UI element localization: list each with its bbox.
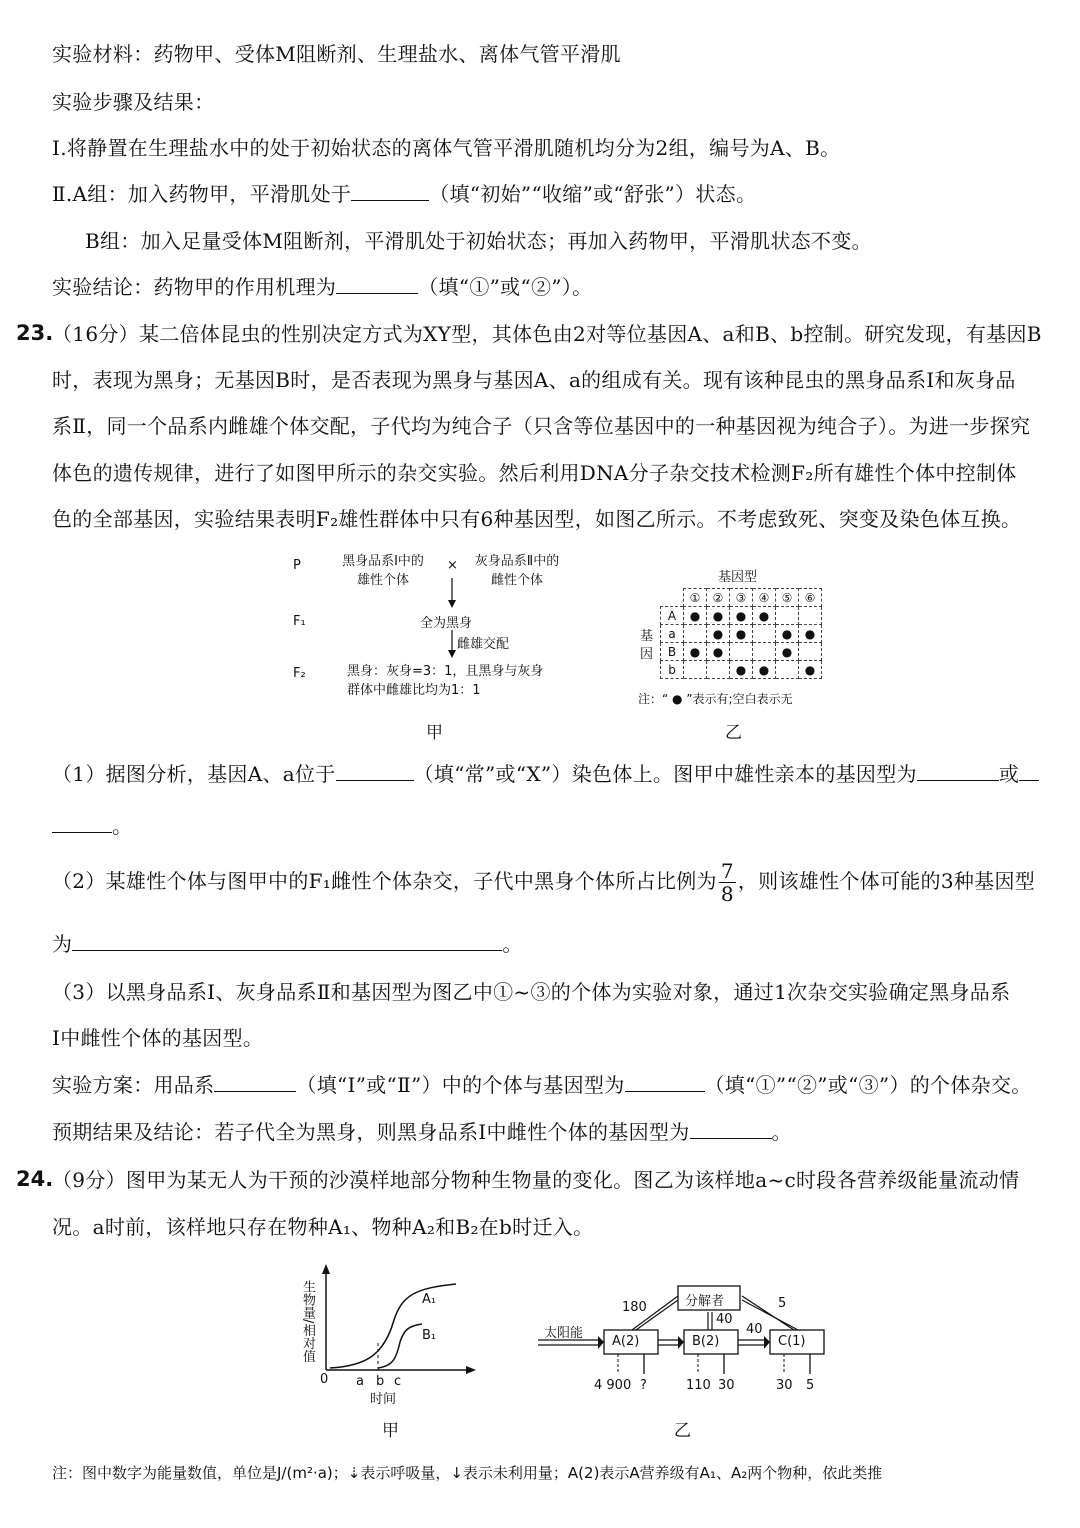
gene-label: a <box>661 625 684 643</box>
genotype-row <box>661 625 822 643</box>
side-2: 因 <box>640 647 654 662</box>
footnote: 注：图中数字为能量数值，单位是J/(m²·a)；⇣表示呼吸量，↓表示未利用量；A(2)表示A营养级有A₁、A₂两个物种，依此类推 <box>52 1464 883 1482</box>
gene-present-dot: ● <box>753 607 776 625</box>
f1-label: F₁ <box>293 614 306 629</box>
node-b: B(2) <box>692 1334 720 1349</box>
q23-stem-3: 系Ⅱ，同一个品系内雌雄个体交配，子代均为纯合子（只含等位基因中的一种基因视为纯合子）。为进一步探究 <box>52 414 1031 438</box>
plan-pre: 实验方案：用品系 <box>52 1073 215 1097</box>
gene-present-dot: ● <box>684 643 707 661</box>
answer-blank[interactable] <box>351 180 429 201</box>
answer-blank[interactable] <box>625 1071 705 1092</box>
out-b-unused: 30 <box>718 1378 735 1393</box>
f2-text <box>347 660 543 698</box>
flow-b-c: 40 <box>746 1322 763 1337</box>
gene-absent-cell <box>684 661 707 679</box>
side-1: 基 <box>640 629 654 644</box>
conclusion-pre: 实验结论：药物甲的作用机理为 <box>52 275 337 299</box>
gene-label: A <box>661 607 684 625</box>
answer-blank[interactable] <box>52 812 112 833</box>
origin-label: 0 <box>320 1372 329 1387</box>
answer-blank[interactable] <box>917 760 999 781</box>
q23-part2-cont <box>52 930 523 958</box>
p-left-1: 黑身品系Ⅰ中的 <box>342 554 424 569</box>
out-c-resp: 30 <box>776 1378 793 1393</box>
fig-yi-caption: 乙 <box>725 723 742 743</box>
step-2a <box>52 180 756 208</box>
q23-part1-cont <box>52 812 132 840</box>
result-pre: 预期结果及结论：若子代全为黑身，则黑身品系Ⅰ中雌性个体的基因型为 <box>52 1120 690 1144</box>
step-1: Ⅰ.将静置在生理盐水中的处于初始状态的离体气管平滑肌随机均分为2组，编号为A、B。 <box>52 136 841 160</box>
step-2b: B组：加入足量受体M阻断剂，平滑肌处于初始状态；再加入药物甲，平滑肌状态不变。 <box>85 229 872 253</box>
step-2a-pre: Ⅱ.A组：加入药物甲，平滑肌处于 <box>52 182 352 206</box>
q24-fig-yi-caption: 乙 <box>674 1421 691 1441</box>
y-axis-label: 生物量/相对值 <box>300 1280 315 1363</box>
conclusion-post: （填“①”或“②”）。 <box>418 275 593 299</box>
gene-absent-cell <box>684 625 707 643</box>
gene-present-dot: ● <box>707 607 730 625</box>
step-2a-post: （填“初始”“收缩”或“舒张”）状态。 <box>429 182 757 206</box>
gene-present-dot: ● <box>799 661 822 679</box>
curve-b1-label: B₁ <box>422 1328 437 1343</box>
answer-blank[interactable] <box>690 1118 772 1139</box>
q23-result <box>52 1118 792 1146</box>
flow-c-decomp: 5 <box>778 1296 787 1311</box>
q23-part3-2: Ⅰ中雌性个体的基因型。 <box>52 1026 264 1050</box>
q23-part1 <box>52 760 1039 788</box>
plan-mid: （填“Ⅰ”或“Ⅱ”）中的个体与基因型为 <box>296 1073 625 1097</box>
f1-text: 全为黑身 <box>420 616 473 631</box>
q24-fig-jia-caption: 甲 <box>382 1421 399 1441</box>
out-c-unused: 5 <box>806 1378 815 1393</box>
genotype-table <box>660 588 822 679</box>
flow-a-decomp: 180 <box>622 1300 647 1315</box>
q23-stem-5: 色的全部基因，实验结果表明F₂雄性群体中只有6种基因型，如图乙所示。不考虑致死、突变及染色体互换。 <box>52 507 1022 531</box>
p-left-2: 雄性个体 <box>356 573 409 588</box>
curve-b1 <box>378 1324 422 1368</box>
result-end: 。 <box>771 1120 792 1144</box>
answer-blank[interactable] <box>1019 760 1039 781</box>
flow-b-decomp: 40 <box>716 1312 733 1327</box>
gene-present-dot: ● <box>684 607 707 625</box>
gene-absent-cell <box>730 643 753 661</box>
p1-mid: （填“常”或“X”）染色体上。图甲中雄性亲本的基因型为 <box>413 762 917 786</box>
genotype-row <box>661 607 822 625</box>
p-label: P <box>293 558 301 573</box>
biomass-chart <box>296 1260 486 1410</box>
gene-absent-cell <box>753 643 776 661</box>
genotype-row <box>661 661 822 679</box>
gene-present-dot: ● <box>730 625 753 643</box>
node-a: A(2) <box>612 1334 640 1349</box>
cross-diagram <box>285 550 585 710</box>
grid-note: 注：“ ● ”表示有;空白表示无 <box>638 692 793 706</box>
q24-stem-2: 况。a时前，该样地只存在物种A₁、物种A₂和B₂在b时迁入。 <box>52 1215 594 1239</box>
out-a-resp: 4 900 <box>594 1378 632 1393</box>
p1-end: 。 <box>112 814 133 838</box>
f2-label: F₂ <box>293 666 306 681</box>
tick-c: c <box>394 1374 402 1389</box>
genotype-col-header: ③ <box>730 589 753 607</box>
cross-symbol: × <box>447 558 458 573</box>
gene-absent-cell <box>707 661 730 679</box>
answer-blank[interactable] <box>336 760 414 781</box>
fraction-denominator: 8 <box>720 882 734 906</box>
f2-text-1: 黑身：灰身=3：1，且黑身与灰身 <box>347 664 544 679</box>
gene-absent-cell <box>753 625 776 643</box>
genotype-col-header: ⑤ <box>776 589 799 607</box>
question-number-23: 23. <box>16 321 54 345</box>
decomposer-box: 分解者 <box>685 1294 725 1309</box>
genotype-grid-figure <box>636 566 846 714</box>
p2-end: 。 <box>502 932 523 956</box>
tick-a: a <box>356 1374 364 1389</box>
x-axis-label: 时间 <box>370 1392 397 1407</box>
gene-present-dot: ● <box>707 625 730 643</box>
tick-b: b <box>376 1374 385 1389</box>
f1-mate: 雌雄交配 <box>457 637 510 652</box>
question-number-24: 24. <box>16 1167 54 1191</box>
gene-absent-cell <box>799 643 822 661</box>
genotype-col-header: ① <box>684 589 707 607</box>
gene-absent-cell <box>776 661 799 679</box>
node-c: C(1) <box>778 1334 806 1349</box>
out-b-resp: 110 <box>686 1378 711 1393</box>
fraction-numerator: 7 <box>720 859 734 883</box>
answer-blank[interactable] <box>72 930 502 951</box>
gene-label: B <box>661 643 684 661</box>
conclusion-line <box>52 273 592 301</box>
materials-line: 实验材料：药物甲、受体M阻断剂、生理盐水、离体气管平滑肌 <box>52 42 621 66</box>
grid-side-label <box>640 628 653 664</box>
p2-pre: （2）某雄性个体与图甲中的F₁雌性个体杂交，子代中黑身个体所占比例为 <box>52 869 717 893</box>
genotype-col-header: ⑥ <box>799 589 822 607</box>
genotype-row <box>661 643 822 661</box>
energy-flow-diagram <box>536 1282 836 1402</box>
q23-stem-1: （16分）某二倍体昆虫的性别决定方式为XY型，其体色由2对等位基因A、a和B、b控制。研究发现，有基因B <box>52 322 1042 346</box>
p1-or: 或 <box>998 762 1020 786</box>
gene-present-dot: ● <box>707 643 730 661</box>
p-right-2: 雌性个体 <box>490 573 543 588</box>
sun-label: 太阳能 <box>544 1326 584 1341</box>
q23-part3-1: （3）以黑身品系Ⅰ、灰身品系Ⅱ和基因型为图乙中①~③的个体为实验对象，通过1次杂交实验确定黑身品系 <box>52 980 1011 1004</box>
gene-absent-cell <box>799 607 822 625</box>
gene-label: b <box>661 661 684 679</box>
q24-stem-1: （9分）图甲为某无人为干预的沙漠样地部分物种生物量的变化。图乙为该样地a~c时段各营养级能量流动情 <box>52 1168 1020 1192</box>
q23-plan <box>52 1071 1032 1099</box>
p2-wei: 为 <box>52 932 73 956</box>
curve-a1-label: A₁ <box>422 1292 437 1307</box>
gene-present-dot: ● <box>730 661 753 679</box>
fig-jia-caption: 甲 <box>426 723 443 743</box>
plan-post: （填“①”“②”或“③”）的个体杂交。 <box>704 1073 1032 1097</box>
gene-present-dot: ● <box>799 625 822 643</box>
q23-stem-4: 体色的遗传规律，进行了如图甲所示的杂交实验。然后利用DNA分子杂交技术检测F₂所有雄性个体中控制体 <box>52 461 1017 485</box>
gene-present-dot: ● <box>776 625 799 643</box>
gene-present-dot: ● <box>753 661 776 679</box>
gene-present-dot: ● <box>776 643 799 661</box>
curve-a1 <box>330 1284 456 1368</box>
p2-post: ，则该雄性个体可能的3种基因型 <box>737 869 1036 893</box>
steps-title: 实验步骤及结果： <box>52 90 215 114</box>
p1-pre: （1）据图分析，基因A、a位于 <box>52 762 336 786</box>
fraction-7-8 <box>719 860 736 905</box>
genotype-col-header: ④ <box>753 589 776 607</box>
grid-title: 基因型 <box>718 570 758 585</box>
gene-absent-cell <box>776 607 799 625</box>
p-right-1: 灰身品系Ⅱ中的 <box>474 554 560 569</box>
q23-part2 <box>52 856 1035 906</box>
out-a-unused: ? <box>640 1378 647 1393</box>
q23-stem-2: 时，表现为黑身；无基因B时，是否表现为黑身与基因A、a的组成有关。现有该种昆虫的黑身品系Ⅰ和灰身品 <box>52 368 1016 392</box>
genotype-col-header: ② <box>707 589 730 607</box>
f2-text-2: 群体中雌雄比均为1：1 <box>347 683 481 698</box>
answer-blank[interactable] <box>336 273 418 294</box>
answer-blank[interactable] <box>214 1071 296 1092</box>
gene-present-dot: ● <box>730 607 753 625</box>
